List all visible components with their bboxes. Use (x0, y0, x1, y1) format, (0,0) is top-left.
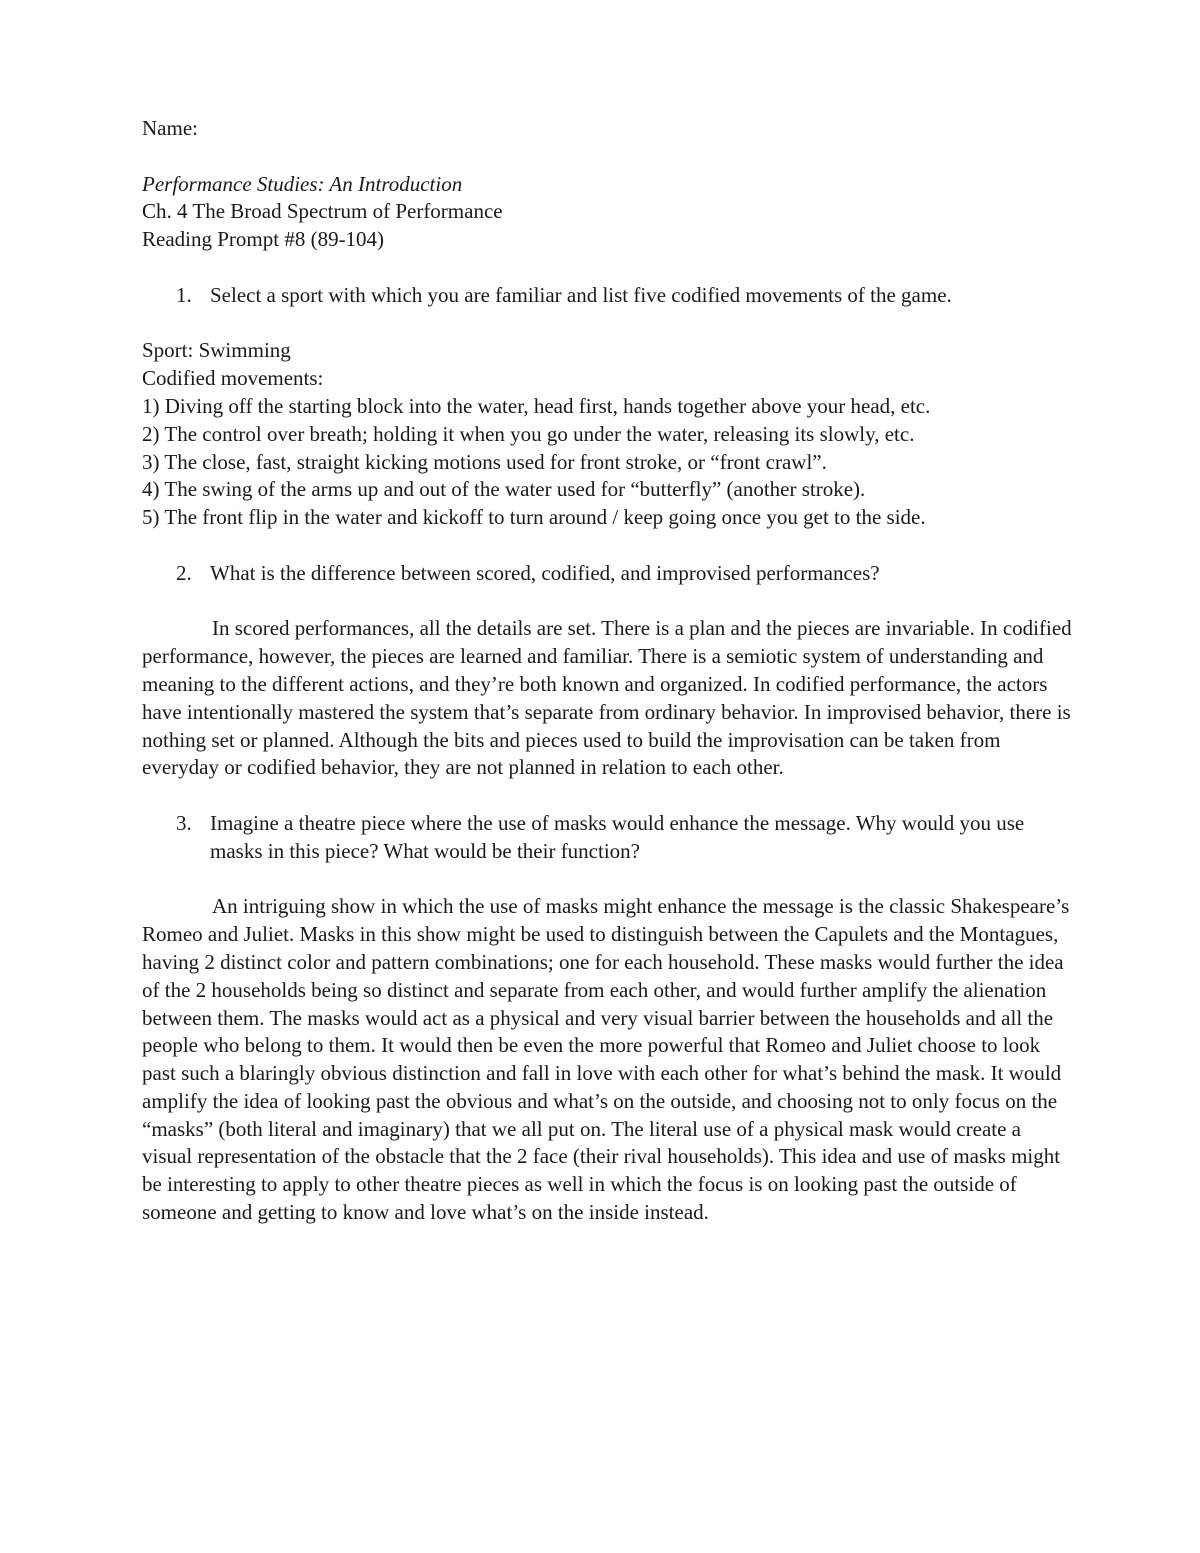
answer-1-item: 4) The swing of the arms up and out of the water used for “butterfly” (another stroke). (142, 477, 866, 502)
answer-1-item: 2) The control over breath; holding it when you go under the water, releasing its slowly, etc. (142, 421, 915, 446)
question-1 (142, 282, 1072, 310)
answer-2-paragraph: In scored performances, all the details are set. There is a plan and the pieces are invariable. In codified performance, however, the pieces are learned and familiar. There is a semiotic system of understanding and meaning to the different actions, and they’re both known and organized. In codified performance, the actors have intentionally mastered the system that’s separate from ordinary behavior. In improvised behavior, there is nothing set or planned. Although the bits and pieces used to build the improvisation can be taken from everyday or codified behavior, they are not planned in relation to each other. (142, 616, 1072, 780)
answer-1-item: 5) The front flip in the water and kickoff to turn around / keep going once you get to the side. (142, 505, 926, 530)
chapter-heading: Ch. 4 The Broad Spectrum of Performance (142, 199, 503, 224)
spacer (142, 143, 1072, 171)
question-number: 2. (176, 560, 192, 585)
document-body (142, 115, 1072, 1227)
question-2 (142, 560, 1072, 588)
question-3 (142, 810, 1072, 866)
question-text: What is the difference between scored, codified, and improvised performances? (210, 560, 880, 585)
spacer (142, 310, 1072, 338)
spacer (142, 532, 1072, 560)
question-text: Imagine a theatre piece where the use of masks would enhance the message. Why would you use masks in this piece? What would be their function? (210, 810, 1025, 863)
answer-1-item: 1) Diving off the starting block into the water, head first, hands together above your head, etc. (142, 393, 931, 418)
book-title: Performance Studies: An Introduction (142, 171, 463, 196)
answer-1-item: 3) The close, fast, straight kicking motions used for front stroke, or “front crawl”. (142, 449, 827, 474)
spacer (142, 254, 1072, 282)
question-number: 3. (176, 810, 192, 835)
spacer (142, 782, 1072, 810)
question-number: 1. (176, 282, 192, 307)
question-text: Select a sport with which you are familiar and list five codified movements of the game. (210, 282, 952, 307)
reading-prompt: Reading Prompt #8 (89-104) (142, 227, 385, 252)
spacer (142, 588, 1072, 616)
name-label: Name: (142, 116, 198, 140)
answer-1-sport: Sport: Swimming (142, 338, 291, 363)
spacer (142, 866, 1072, 894)
answer-1-codified-label: Codified movements: (142, 366, 324, 391)
answer-3-paragraph: An intriguing show in which the use of masks might enhance the message is the classic Shakespeare’s Romeo and Juliet. Masks in this show might be used to distinguish between the Capulets and the Montagues, having 2 distinct color and pattern combinations; one for each household. These masks would further the idea of the 2 households being so distinct and separate from each other, and would further amplify the alienation between them. The masks would act as a physical and very visual barrier between the households and all the people who belong to them. It would then be even the more powerful that Romeo and Juliet choose to look past such a blaringly obvious distinction and fall in love with each other for what’s behind the mask. It would amplify the idea of looking past the obvious and what’s on the outside, and choosing not to only focus on the “masks” (both literal and imaginary) that we all put on. The literal use of a physical mask would create a visual representation of the obstacle that the 2 face (their rival households). This idea and use of masks might be interesting to apply to other theatre pieces as well in which the focus is on looking past the outside of someone and getting to know and love what’s on the inside instead. (142, 894, 1070, 1225)
